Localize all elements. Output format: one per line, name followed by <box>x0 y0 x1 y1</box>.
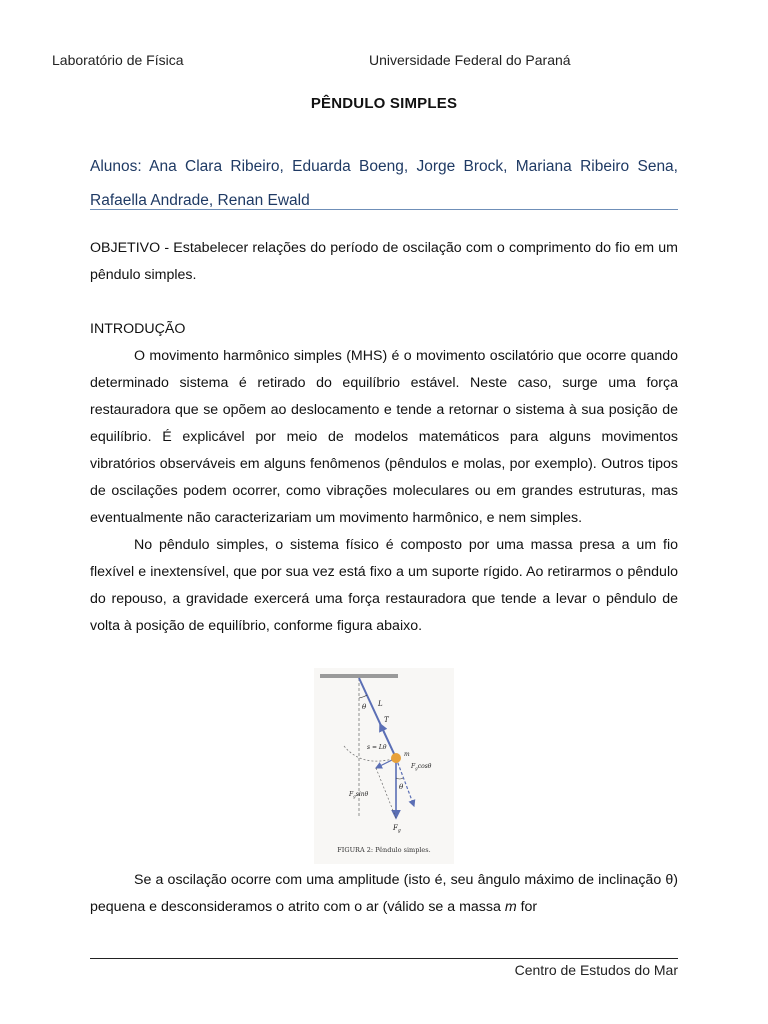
document-title: PÊNDULO SIMPLES <box>310 95 458 112</box>
fg-sin-label: $F_g\sin\theta$ <box>349 791 369 799</box>
mass-label: m <box>404 751 410 758</box>
introduction-block <box>90 316 678 640</box>
authors: Alunos: Ana Clara Ribeiro, Eduarda Boeng, Jorge Brock, Mariana Ribeiro Sena, Rafaella Andrade, Renan Ewald <box>90 158 678 209</box>
gravity-label: $F_g$ <box>393 824 401 834</box>
authors-divider <box>90 209 678 210</box>
theta-arc-low <box>396 778 403 779</box>
theta-label-low: θ <box>399 783 404 791</box>
header-right: Universidade Federal do Paraná <box>369 52 571 68</box>
introduction-paragraph-2: No pêndulo simples, o sistema físico é composto por uma massa presa a um fio flexível e inextensível, que por sua vez está fixo a um suporte rígido. Ao retirarmos o pêndulo do repouso, a gravidade exercerá uma força restauradora que tende a levar o pêndulo de volta à posição de equilíbrio, conforme figura abaixo. <box>90 537 678 634</box>
tension-vector <box>380 724 396 758</box>
ceiling-support <box>320 674 398 678</box>
mass-bob <box>391 753 401 763</box>
mass-symbol: m <box>504 899 517 915</box>
footer-text: Centro de Estudos do Mar <box>514 962 678 978</box>
introduction-heading: INTRODUÇÃO <box>90 321 186 337</box>
arc-length-label: s = Lθ <box>367 744 387 751</box>
objective-text: OBJETIVO - Estabelecer relações do período de oscilação com o comprimento do fio em um pêndulo simples. <box>90 240 678 283</box>
continuation-paragraph: Se a oscilação ocorre com uma amplitude (isto é, seu ângulo máximo de inclinação θ) pequena e desconsideramos o atrito com o ar (válido se a massa m for <box>90 872 678 915</box>
length-label: L <box>378 700 383 708</box>
introduction-paragraph-1: O movimento harmônico simples (MHS) é o movimento oscilatório que ocorre quando determinado sistema é retirado do equilíbrio estável. Neste caso, surge uma força restauradora que se opõem ao deslocamento e tende a retornar o sistema à sua posição de equilíbrio. É explicável por meio de modelos matemáticos para alguns movimentos vibratórios observáveis em alguns fenômenos (pêndulos e molas, por exemplo). Outros tipos de oscilações podem ocorrer, como vibrações moleculares ou em grandes estruturas, mas eventualmente não caracterizariam um movimento harmônico, e nem simples. <box>90 348 678 526</box>
header-left: Laboratório de Física <box>52 52 184 68</box>
pendulum-figure <box>314 668 454 864</box>
figure-caption: FIGURA 2: Pêndulo simples. <box>337 846 431 854</box>
dashed-projection <box>376 768 396 818</box>
pendulum-diagram <box>314 668 454 848</box>
theta-arc-top <box>359 695 367 698</box>
tension-label: T <box>384 716 389 724</box>
objective-block <box>90 235 678 289</box>
footer-divider <box>90 958 678 959</box>
fg-cos-label: $F_g\cos\theta$ <box>411 763 432 771</box>
theta-label-top: θ <box>362 703 367 711</box>
